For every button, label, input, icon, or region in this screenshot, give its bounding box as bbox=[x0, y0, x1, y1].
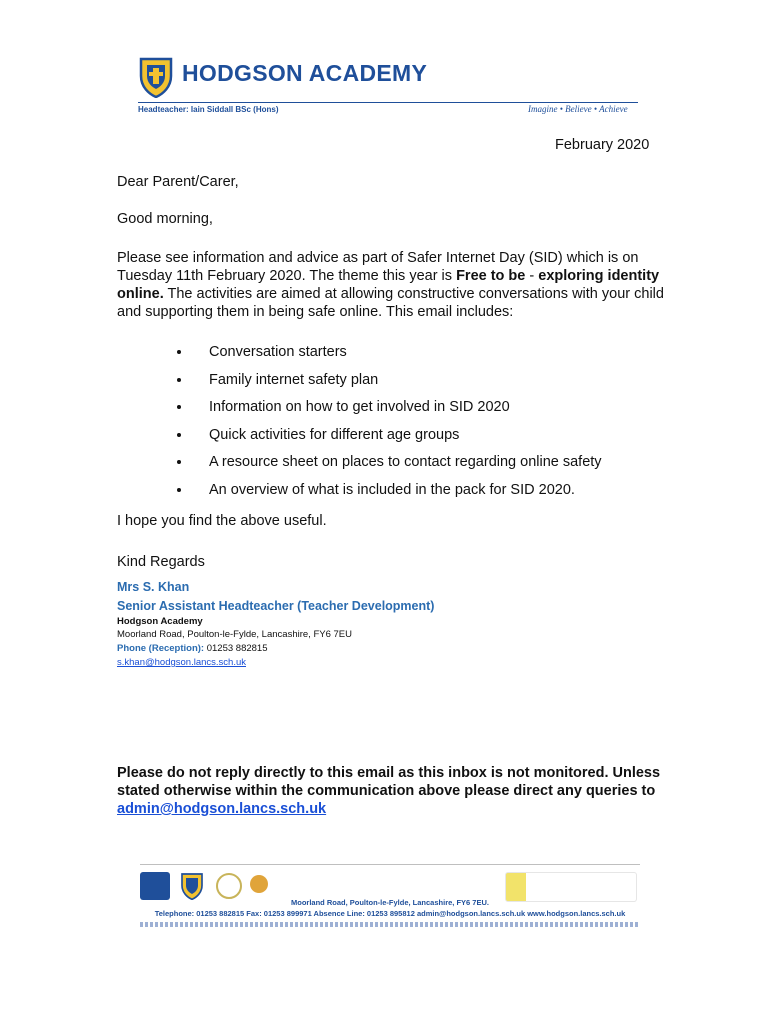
bullet-icon bbox=[177, 350, 181, 354]
school-motto: Imagine • Believe • Achieve bbox=[528, 104, 628, 114]
footer-legal-fineprint bbox=[140, 922, 640, 927]
footer-address: Moorland Road, Poulton-le-Fylde, Lancashire, FY6 7EU. bbox=[291, 898, 489, 907]
ofsted-badge-logo bbox=[140, 872, 170, 900]
do-not-reply-notice: Please do not reply directly to this email as this inbox is not monitored. Unless stated otherwise within the communication above please direct any queries to admin@hodgson.lancs.sch.uk bbox=[117, 765, 661, 817]
quality-mark-logo bbox=[216, 873, 242, 899]
closing-line: I hope you find the above useful. bbox=[117, 513, 327, 529]
signatory-address: Moorland Road, Poulton-le-Fylde, Lancashire, FY6 7EU bbox=[117, 629, 352, 640]
signatory-role: Senior Assistant Headteacher (Teacher Development) bbox=[117, 599, 435, 613]
bullet-icon bbox=[177, 460, 181, 464]
bullet-icon bbox=[177, 488, 181, 492]
theme-exploring-identity: exploring identity online. bbox=[117, 268, 660, 302]
admin-email-link[interactable]: admin@hodgson.lancs.sch.uk bbox=[117, 801, 327, 817]
letter-date: February 2020 bbox=[555, 137, 650, 153]
bullet-icon bbox=[177, 433, 181, 437]
signatory-email-link[interactable]: s.khan@hodgson.lancs.sch.uk bbox=[117, 657, 246, 668]
footer-contacts: Telephone: 01253 882815 Fax: 01253 899971 Absence Line: 01253 895812 admin@hodgson.lancs.sch.uk www.hodgson.lancs.sch.uk bbox=[154, 909, 626, 918]
salutation: Dear Parent/Carer, bbox=[117, 174, 239, 190]
school-crest-small-logo bbox=[180, 872, 204, 900]
intro-paragraph: Please see information and advice as part of Safer Internet Day (SID) which is on Tuesday 11th February 2020. The theme this year is Free to be - exploring identity online. The activities are aimed at allowing constructive conversations with your child and supporting them in being safe online. This email includes: bbox=[117, 250, 664, 320]
headteacher-line: Headteacher: Iain Siddall BSc (Hons) bbox=[138, 105, 279, 114]
kind-regards: Kind Regards bbox=[117, 554, 205, 570]
signatory-name: Mrs S. Khan bbox=[117, 580, 190, 594]
signatory-phone: Phone (Reception): 01253 882815 bbox=[117, 643, 268, 654]
brand-name: HODGSON ACADEMY bbox=[182, 60, 428, 86]
header-divider bbox=[138, 102, 638, 103]
artsmark-logo bbox=[250, 875, 268, 893]
theme-free-to-be: Free to be bbox=[456, 268, 526, 284]
footer-divider bbox=[140, 864, 640, 865]
bullet-icon bbox=[177, 378, 181, 382]
bullet-icon bbox=[177, 405, 181, 409]
signatory-org: Hodgson Academy bbox=[117, 616, 203, 627]
school-crest-logo bbox=[138, 56, 174, 98]
greeting: Good morning, bbox=[117, 211, 213, 227]
